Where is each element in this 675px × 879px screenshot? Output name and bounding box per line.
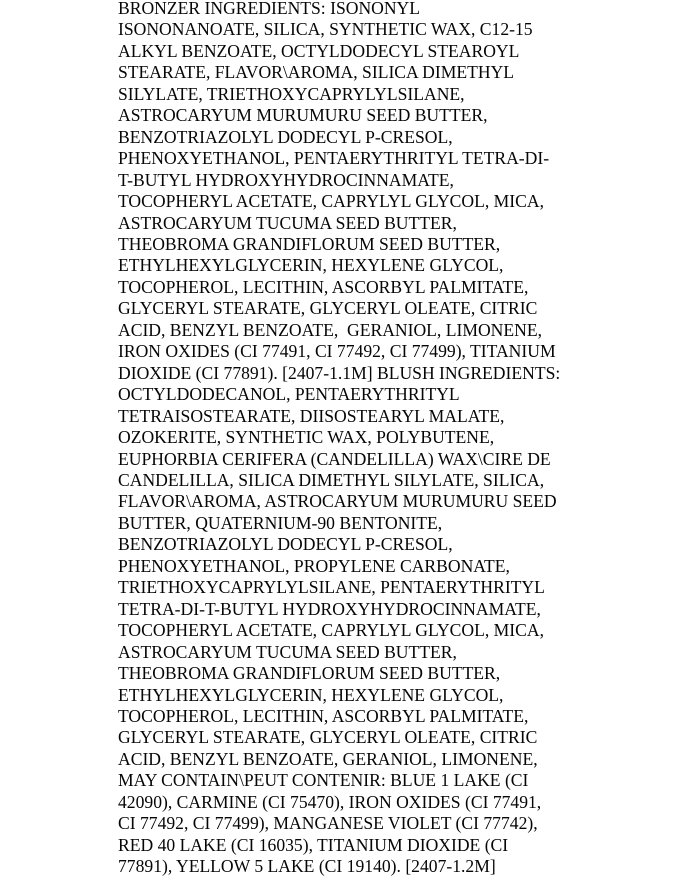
ingredients-text-line: ACID, BENZYL BENZOATE, GERANIOL, LIMONENE, — [118, 748, 538, 769]
ingredients-text-line: IRON OXIDES (CI 77491, CI 77492, CI 77499), TITANIUM — [118, 341, 556, 362]
ingredients-text-line: TETRAISOSTEARATE, DIISOSTEARYL MALATE, — [118, 405, 505, 426]
ingredients-text-line: GLYCERYL STEARATE, GLYCERYL OLEATE, CITRIC — [118, 298, 538, 319]
ingredients-text-line: ASTROCARYUM TUCUMA SEED BUTTER, — [118, 212, 457, 233]
ingredients-text-line: TOCOPHEROL, LECITHIN, ASCORBYL PALMITATE, — [118, 705, 529, 726]
ingredients-text-line: GLYCERYL STEARATE, GLYCERYL OLEATE, CITRIC — [118, 727, 538, 748]
ingredients-text-line: BUTTER, QUATERNIUM-90 BENTONITE, — [118, 512, 443, 533]
ingredients-text-line: 77891), YELLOW 5 LAKE (CI 19140). [2407-1.2M] — [118, 856, 496, 877]
ingredients-text-line: TETRA-DI-T-BUTYL HYDROXYHYDROCINNAMATE, — [118, 598, 541, 619]
ingredients-text-line: SILYLATE, TRIETHOXYCAPRYLYLSILANE, — [118, 83, 465, 104]
ingredients-text-line: ETHYLHEXYLGLYCERIN, HEXYLENE GLYCOL, — [118, 684, 504, 705]
ingredients-text-line: PHENOXYETHANOL, PROPYLENE CARBONATE, — [118, 555, 510, 576]
ingredients-text-line: BENZOTRIAZOLYL DODECYL P-CRESOL, — [118, 126, 453, 147]
ingredients-text-line: ALKYL BENZOATE, OCTYLDODECYL STEAROYL — [118, 40, 520, 61]
ingredients-text-line: FLAVOR\AROMA, ASTROCARYUM MURUMURU SEED — [118, 491, 557, 512]
ingredients-text-line: THEOBROMA GRANDIFLORUM SEED BUTTER, — [118, 663, 501, 684]
ingredients-text-line: THEOBROMA GRANDIFLORUM SEED BUTTER, — [118, 233, 501, 254]
ingredients-text-line: OZOKERITE, SYNTHETIC WAX, POLYBUTENE, — [118, 427, 495, 448]
ingredients-text-line: MAY CONTAIN\PEUT CONTENIR: BLUE 1 LAKE (CI — [118, 770, 529, 791]
ingredients-text-line: T-BUTYL HYDROXYHYDROCINNAMATE, — [118, 169, 454, 190]
ingredients-text-line: TOCOPHERYL ACETATE, CAPRYLYL GLYCOL, MICA, — [118, 191, 544, 212]
ingredients-text-line: TRIETHOXYCAPRYLYLSILANE, PENTAERYTHRITYL — [118, 577, 545, 598]
ingredients-text-line: PHENOXYETHANOL, PENTAERYTHRITYL TETRA-DI- — [118, 148, 550, 169]
ingredients-text-line: BENZOTRIAZOLYL DODECYL P-CRESOL, — [118, 534, 453, 555]
ingredients-text-line: ACID, BENZYL BENZOATE, GERANIOL, LIMONENE, — [118, 319, 542, 340]
ingredients-text-line: TOCOPHEROL, LECITHIN, ASCORBYL PALMITATE, — [118, 276, 529, 297]
ingredients-text-line: EUPHORBIA CERIFERA (CANDELILLA) WAX\CIRE DE — [118, 448, 551, 469]
ingredients-text-line: ASTROCARYUM MURUMURU SEED BUTTER, — [118, 105, 488, 126]
ingredients-text-line: TOCOPHERYL ACETATE, CAPRYLYL GLYCOL, MICA, — [118, 620, 544, 641]
ingredients-text-line: OCTYLDODECANOL, PENTAERYTHRITYL — [118, 384, 460, 405]
ingredients-text-line: 42090), CARMINE (CI 75470), IRON OXIDES (CI 77491, — [118, 791, 542, 812]
ingredients-text-line: RED 40 LAKE (CI 16035), TITANIUM DIOXIDE (CI — [118, 834, 509, 855]
ingredients-text-line: BRONZER INGREDIENTS: ISONONYL — [118, 0, 421, 18]
ingredients-text-line: ETHYLHEXYLGLYCERIN, HEXYLENE GLYCOL, — [118, 255, 504, 276]
ingredients-text-line: ISONONANOATE, SILICA, SYNTHETIC WAX, C12-15 — [118, 19, 533, 40]
ingredients-text-block — [118, 0, 588, 878]
ingredients-text-line: ASTROCARYUM TUCUMA SEED BUTTER, — [118, 641, 457, 662]
ingredients-text-line: CI 77492, CI 77499), MANGANESE VIOLET (CI 77742), — [118, 813, 538, 834]
ingredients-text-line: STEARATE, FLAVOR\AROMA, SILICA DIMETHYL — [118, 62, 515, 83]
ingredients-text-line: CANDELILLA, SILICA DIMETHYL SILYLATE, SILICA, — [118, 469, 545, 490]
ingredients-text-line: DIOXIDE (CI 77891). [2407-1.1M] BLUSH INGREDIENTS: — [118, 362, 561, 383]
